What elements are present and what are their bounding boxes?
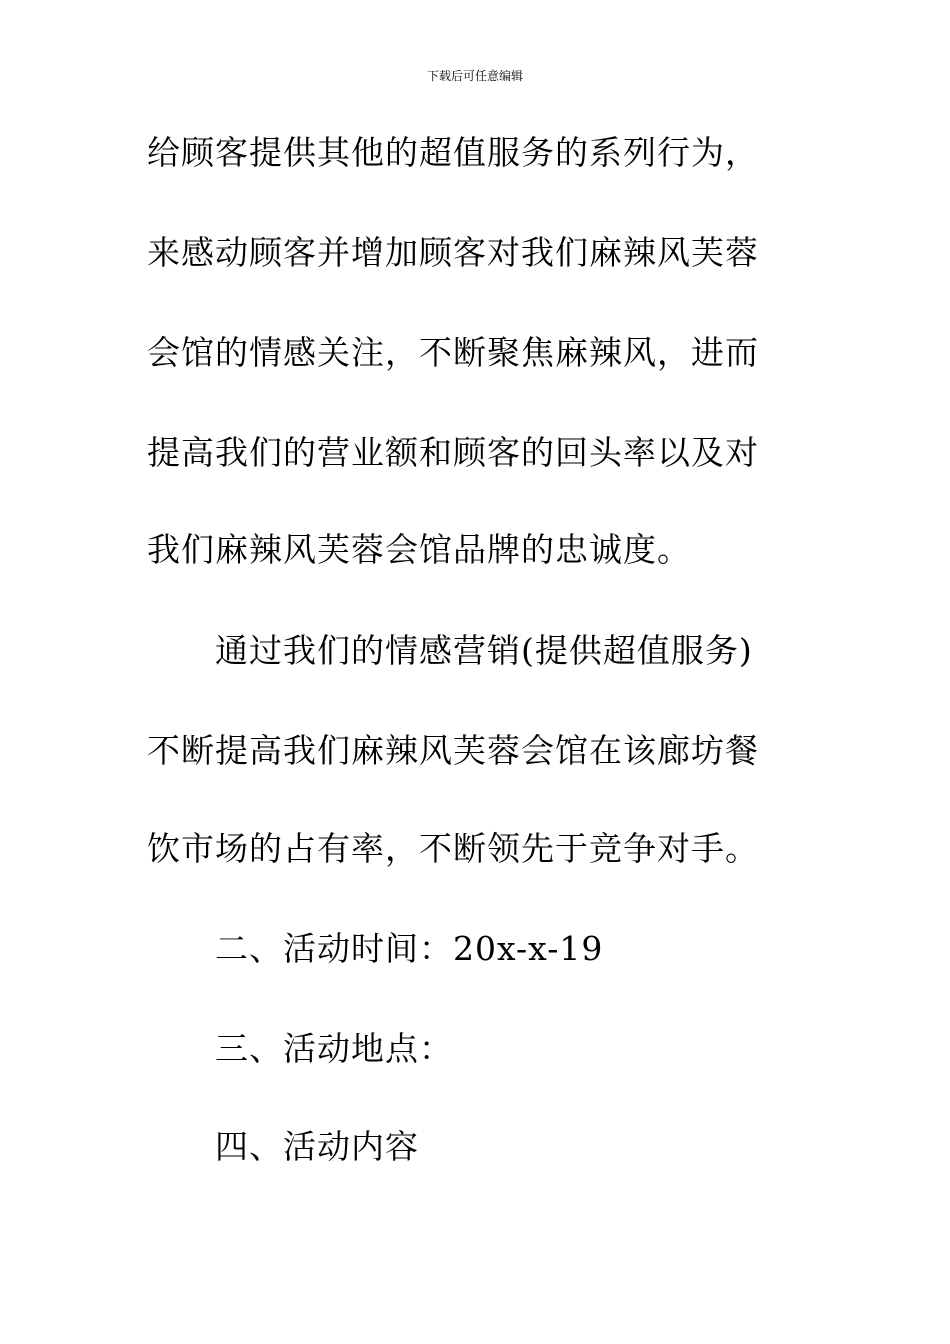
paragraph-line-1: 给顾客提供其他的超值服务的系列行为， (147, 133, 759, 172)
paragraph-line-2: 来感动顾客并增加顾客对我们麻辣风芙蓉 (147, 233, 759, 272)
paragraph-line-3: 会馆的情感关注，不断聚焦麻辣风，进而 (147, 333, 759, 372)
section-heading-time: 二、活动时间：20x-x-19 (215, 929, 604, 968)
paragraph-line-6: 通过我们的情感营销(提供超值服务) (215, 631, 753, 670)
page-header: 下载后可任意编辑 (426, 69, 523, 83)
section-heading-place: 三、活动地点： (215, 1029, 453, 1068)
paragraph-line-7: 不断提高我们麻辣风芙蓉会馆在该廊坊餐 (147, 731, 759, 770)
paragraph-line-4: 提高我们的营业额和顾客的回头率以及对 (147, 433, 759, 472)
paragraph-line-5: 我们麻辣风芙蓉会馆品牌的忠诚度。 (147, 530, 691, 569)
paragraph-line-8: 饮市场的占有率，不断领先于竞争对手。 (147, 829, 759, 868)
section-heading-content: 四、活动内容 (215, 1127, 419, 1166)
